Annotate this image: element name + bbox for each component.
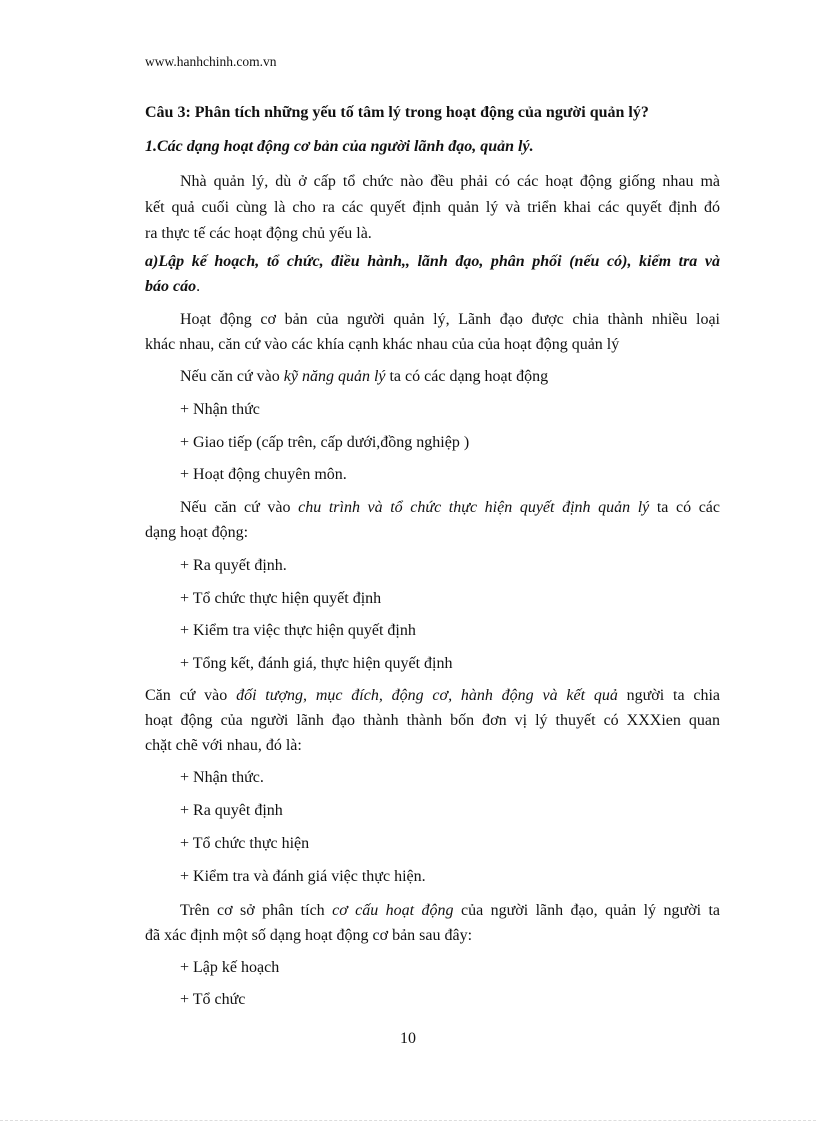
header-url: www.hanhchinh.com.vn <box>145 54 277 69</box>
list-item: + Nhận thức <box>180 401 260 418</box>
cycle-intro-line1: Nếu căn cứ vào chu trình và tổ chức thực hiện quyết định quản lý ta có các <box>180 499 721 516</box>
section1-heading: 1.Các dạng hoạt động cơ bản của người lãnh đạo, quản lý. <box>145 138 534 155</box>
subheading-a-line1: a)Lập kế hoạch, tổ chức, điều hành,, lãnh đạo, phân phối (nếu có), kiểm tra và <box>145 253 720 270</box>
list-item: + Kiểm tra và đánh giá việc thực hiện. <box>180 868 426 885</box>
structure-line2: đã xác định một số dạng hoạt động cơ bản sau đây: <box>145 927 473 944</box>
structure-line1: Trên cơ sở phân tích cơ cấu hoạt động của người lãnh đạo, quản lý người ta <box>180 902 721 919</box>
subheading-a-line2: báo cáo. <box>145 278 201 295</box>
page-break-divider <box>0 1120 816 1121</box>
skills-intro: Nếu căn cứ vào kỹ năng quản lý ta có các dạng hoạt động <box>180 368 549 385</box>
list-item: + Tổ chức thực hiện <box>180 835 310 852</box>
para1-line2: kết quả cuối cùng là cho ra các quyết định quản lý và triển khai các quyết định đó <box>145 199 720 216</box>
list-item: + Ra quyết định. <box>180 557 287 574</box>
list-item: + Tổ chức thực hiện quyết định <box>180 590 382 607</box>
list-item: + Tổ chức <box>180 991 246 1008</box>
para2-line1: Hoạt động cơ bản của người quản lý, Lãnh đạo được chia thành nhiều loại <box>180 311 720 328</box>
para1-line3: ra thực tế các hoạt động chủ yếu là. <box>145 225 372 242</box>
objects-line2: hoạt động của người lãnh đạo thành thành bốn đơn vị lý thuyết có XXXien quan <box>145 712 720 729</box>
para1-line1: Nhà quản lý, dù ở cấp tổ chức nào đều phải có các hoạt động giống nhau mà <box>180 173 720 190</box>
para2-line2: khác nhau, căn cứ vào các khía cạnh khác nhau của của hoạt động quản lý <box>145 336 620 353</box>
question-title: Câu 3: Phân tích những yếu tố tâm lý trong hoạt động của người quản lý? <box>145 104 649 121</box>
list-item: + Ra quyêt định <box>180 802 283 819</box>
objects-line3: chặt chẽ với nhau, đó là: <box>145 737 302 754</box>
list-item: + Lập kế hoạch <box>180 959 280 976</box>
list-item: + Nhận thức. <box>180 769 264 786</box>
list-item: + Kiểm tra việc thực hiện quyết định <box>180 622 416 639</box>
cycle-intro-line2: dạng hoạt động: <box>145 524 249 541</box>
list-item: + Tổng kết, đánh giá, thực hiện quyết định <box>180 655 453 672</box>
list-item: + Hoạt động chuyên môn. <box>180 466 347 483</box>
list-item: + Giao tiếp (cấp trên, cấp dưới,đồng nghiệp ) <box>180 434 470 451</box>
objects-line1: Căn cứ vào đối tượng, mục đích, động cơ, hành động và kết quả người ta chia <box>145 687 721 704</box>
page-number: 10 <box>400 1030 416 1047</box>
